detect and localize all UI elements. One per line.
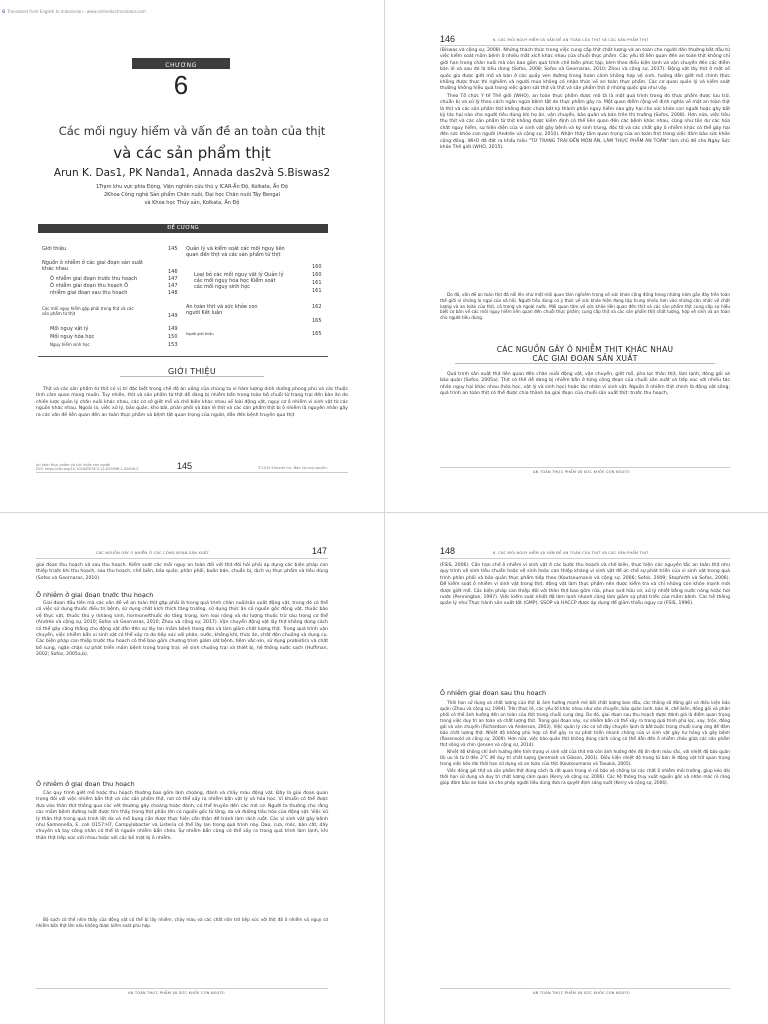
chapter-title-line2: và các sản phẩm thịt bbox=[113, 144, 271, 162]
subheading-pre-harvest: Ô nhiễm ở giai đoạn trước thu hoạch bbox=[36, 591, 154, 599]
toc-item[interactable] bbox=[50, 290, 178, 296]
chapter-title-line1: Các mối nguy hiểm và vấn đề an toàn của thịt bbox=[58, 124, 326, 138]
paragraph: Quá trình sản xuất thịt liên quan đến chăn nuôi động vật, vận chuyển, giết mổ, pha lọc thân thịt, làm lạnh, đóng gói và bảo quản (Sofos, 2005a). Thịt có thể dễ dàng bị nhiễm bẩn ở từng công đoạn của chuỗi sản xuất và tiếp xúc với nhiều tác nhân nguy hại khác nhau (hóa học, vật lý và sinh học) hoặc tác nhân vi sinh vật. Nguồn ô nhiễm thịt chính là động vật sống; quá trình an toàn thịt có thể được chia thành ba giai đoạn của chuỗi sản xuất thịt: trước thu hoạch, bbox=[440, 372, 730, 397]
toc-page: 145 bbox=[168, 246, 178, 252]
toc-item[interactable] bbox=[186, 304, 322, 316]
intro-heading: GIỚI THIỆU bbox=[120, 367, 264, 377]
toc-label: Các mối nguy hiểm gặp phải trong thịt và các sản phẩm từ thịt bbox=[42, 306, 134, 316]
translation-banner[interactable] bbox=[2, 9, 146, 14]
paragraph: Giai đoạn đầu tiên mà các vấn đề về an toàn thịt gặp phải là trong quá trình chăn nuôi/sản xuất động vật, trong đó có thể có việc sử dụng thuốc điều trị bệnh, sử dụng chất kích thích tăng trưởng, sử dụng thức ăn có nguồn gốc động vật, thuốc bảo vệ thực vật, thuốc thú y (kháng sinh, hormone/thuốc do tăng trọng, kim loại nặng và dư lượng thuốc trừ sâu trong cơ thể (Andrée và cộng sự, 2010; Sofos và Geornaras, 2010; Zhou và cộng sự, 2017). Vận chuyển động vật lấy thịt không đúng cách có thể gây căng thẳng cho động vật dẫn đến sự lây lan mầm bệnh trong đàn và làm giảm chất lượng thịt. Trong quá trình vận chuyển, việc nhiễm bẩn vi sinh vật có thể xảy ra do tiếp xúc với phân, nước, không khí, thức ăn, chất độn chuồng và dụng cụ. Các biện pháp can thiệp trước thu hoạch có thể bao gồm chương trình giám sát bệnh, tiêm vắc-xin, sử dụng probiotics và chất bổ sung, ngăn chặn sự phát triển mầm bệnh trong trang trại; vệ sinh chuồng trại và thiết bị, hệ thống nước sạch (Huffman, 2002; Sofos, 2005a,b). bbox=[36, 601, 328, 658]
paragraph: Theo Tổ chức Y tế Thế giới (WHO), an toàn thực phẩm được mô tả là một quá trình trong đó thực phẩm được lưu trữ, chuẩn bị và xử lý theo cách ngăn ngừa bệnh tật do thực phẩm gây ra. Một quan điểm rộng về định nghĩa về mặt an toàn thịt là thịt và các sản phẩm thịt không được chứa bất kỳ thành phần nguy hiểm nào gây hại cho sức khỏe con người hoặc gây bất kỳ tác hại nào cho người tiêu dùng khi họ ăn, vận chuyển, bảo quản và bán trên thị trường (Sofos, 2008). Hơn nữa, việc tiêu thụ thịt và các sản phẩm từ thịt không được kiểm định có thể liên quan đến các bệnh khác nhau, cũng như tồn dư các hóa chất nguy hiểm, sự hiện diện của vi sinh vật gây bệnh và ký sinh trùng, độc tố và các chất gây ô nhiễm khác có thể gây hại đến sức khỏe con người (Andrée và cộng sự, 2010). Nhận thấy tầm quan trọng của an toàn thịt trong việc đảm bảo sức khỏe cộng đồng, WHO đã đặt ra khẩu hiệu "TỪ TRANG TRẠI ĐẾN MÓN ĂN, LÀM THỰC PHẨM AN TOÀN" làm chủ đề cho Ngày Sức khỏe Thế giới (WHO, 2015). bbox=[440, 93, 730, 151]
header-rule bbox=[440, 558, 730, 559]
toc-label: Ô nhiễm giai đoạn trước thu hoạch bbox=[50, 276, 138, 282]
affiliation-3: và Khoa học Thủy sản, Kolkata, Ấn Độ bbox=[144, 200, 240, 206]
intro-paragraph: Thịt và các sản phẩm từ thịt có vị trí đặc biệt trong chế độ ăn uống của chúng ta vì hàm lượng dinh dưỡng phong phú và các thuộc tính cảm quan mong muốn. Tuy nhiên, thịt và sản phẩm từ thịt dễ dàng bị nhiễm bẩn trong toàn bộ chuỗi từ trang trại đến bàn ăn do chiến lược quản lý chăn nuôi khác nhau, các cơ sở giết mổ và chế biến khác nhau về loài động vật, nguy cơ ô nhiễm vi sinh vật từ các nguồn khác nhau. Ngoài ra, việc xử lý, bảo quản, kho bãi, phân phối và bán lẻ thịt và các sản phẩm thịt bị ô nhiễm là nguyên nhân gây ra các vấn đề liên quan đến an toàn thực phẩm và bệnh tật quan trọng của người, dẫn đến bệnh truyền qua thịt bbox=[36, 387, 348, 418]
translation-banner-text: Translated from English to Indonesian - www.onlinedoctranslator.com bbox=[7, 9, 146, 14]
footer-rule bbox=[440, 988, 730, 989]
page-number: 145 bbox=[177, 461, 193, 471]
book-footer: AN TOÀN THỰC PHẨM VÀ SỨC KHỎE CON NGƯỜI bbox=[533, 991, 630, 995]
toc-label: Mối nguy vật lý bbox=[50, 326, 89, 332]
toc-item[interactable] bbox=[42, 246, 182, 252]
toc-label: An toàn thịt và sức khỏe con người Kết luận bbox=[186, 304, 258, 316]
paragraph: giai đoạn thu hoạch và sau thu hoạch. Kiểm soát các mối nguy an toàn đối với thịt đòi hỏi phải áp dụng các biện pháp can thiệp trước khi thu hoạch, sau thu hoạch, chế biến, bảo quản, phân phối, buôn bán, chuẩn bị, dịch vụ thực phẩm và tiêu dùng (Sofos và Geornaras, 2010). bbox=[36, 563, 328, 581]
page4-body-1 bbox=[440, 563, 730, 609]
page-148 bbox=[385, 513, 768, 1024]
chapter-label: CHƯƠNG bbox=[165, 62, 197, 69]
toc-item[interactable] bbox=[42, 260, 178, 275]
translate-logo-icon: G bbox=[2, 9, 6, 14]
paragraph: Việc đóng gói thịt và sản phẩm thịt đúng cách là rất quan trọng vì nó bảo vệ chống lại các chất ô nhiễm môi trường, giúp kéo dài thời hạn sử dụng và duy trì chất lượng cảm quan (Kerry và cộng sự, 2006). Các hệ thống truy xuất nguồn gốc và nhãn mác rõ ràng giúp đảm bảo an toàn và cho phép người tiêu dùng đưa ra quyết định sáng suốt (Kerry và cộng sự, 2006). bbox=[440, 769, 730, 786]
footer-rule bbox=[36, 472, 348, 473]
toc-page: 148 bbox=[168, 290, 178, 296]
page2-body-2 bbox=[440, 372, 730, 399]
toc-item[interactable] bbox=[50, 283, 178, 289]
toc-label: Quản lý và kiểm soát các mối nguy liên quan đến thịt và các sản phẩm từ thịt bbox=[186, 246, 285, 258]
affiliation-2: 2Khoa Công nghệ Sản phẩm Chăn nuôi, Đại học Chăn nuôi Tây Bengal bbox=[103, 192, 281, 198]
toc-page: 153 bbox=[168, 342, 178, 348]
paragraph: Thời hạn sử dụng và chất lượng của thịt bị ảnh hưởng mạnh mẽ bởi chất lượng ban đầu, các thông số đóng gói và điều kiện bảo quản (Zhou và cộng sự, 1994). Trên thực tế, các yếu tố khác nhau như vận chuyển, bảo quản lạnh, bán lẻ, chế biến, đóng gói và phân phối có thể ảnh hưởng đến an toàn của thịt trong chuỗi cung ứng. Do đó, giai đoạn sau thu hoạch được đánh giá là điểm quan trọng trong việc duy trì an toàn và chất lượng thịt. Trong giai đoạn này, sự nhiễm bẩn có thể xảy ra trong quá trình pha lọc, xay, trộn, đóng gói và vận chuyển (Richardson và Anderson, 2003). Việc quản lý các cơ sở dây chuyền lạnh là bắt buộc trong chuỗi cung ứng để đảm bảo chất lượng thịt. Nhiệt độ không phù hợp có thể gây ra sự phát triển nhanh chóng của vi sinh vật gây hư hỏng và gây bệnh (Rosenvold và cộng sự, 2009). Hơn nữa, việc bảo quản thịt không đúng cách cũng có thể dẫn đến ô nhiễm chéo giữa các sản phẩm thịt sống và chín (Jensen và cộng sự, 2014). bbox=[440, 701, 730, 748]
toc-page: 161 bbox=[312, 288, 322, 294]
toc-item[interactable] bbox=[42, 306, 178, 319]
paragraph: Nhiệt độ không chỉ ảnh hưởng đến tính trạng vi sinh vật của thịt mà còn ảnh hưởng đến độ ổn định màu sắc, với nhiệt độ bảo quản tối ưu là từ 0 đến 2°C để duy trì chất lượng (Jeremiah và Gibson, 2001). Điều kiện nhiệt độ trong tủ bán lẻ động vật trở quan trọng trong việc kéo dài thời hạn sử dụng và an toàn của thịt (Koutsoumanis và Taoukis, 2005). bbox=[440, 750, 730, 767]
running-head: CÁC NGUỒN GÂY Ô NHIỄM Ở CÁC CÔNG ĐOẠN SẢN XUẤT bbox=[96, 551, 209, 555]
toc-item[interactable] bbox=[186, 331, 322, 337]
subheading-harvest: Ô nhiễm ở giai đoạn thu hoạch bbox=[36, 780, 135, 788]
toc-label: Giới thiệu bbox=[42, 246, 67, 252]
toc-item[interactable] bbox=[186, 246, 322, 270]
paragraph: Bộ sạch có thể nhìn thấy của động vật có thể bị lây nhiễm, chảy máu và các chất nôn trớ tiếp xúc với thịt đã ô nhiễm và nguy cơ nhiễm bẩn thịt lớn nếu không được kiểm soát phù hợp. bbox=[36, 917, 328, 928]
toc-label: Nguy hiểm sinh học bbox=[50, 342, 90, 347]
toc-page: 147 bbox=[168, 276, 178, 282]
page-145 bbox=[0, 0, 384, 512]
toc-label: Ô nhiễm giai đoạn thu hoạch Ô bbox=[50, 283, 129, 289]
chapter-number: 6 bbox=[173, 70, 189, 100]
toc-page: 165 bbox=[312, 331, 322, 337]
toc-page: 149 bbox=[168, 313, 178, 319]
toc-item[interactable] bbox=[50, 334, 178, 340]
affiliation-1: 1Trạm khu vực phía Đông, Viện nghiên cứu thú y ICAR-Ấn Độ, Kolkata, Ấn Độ bbox=[95, 184, 288, 190]
page-number: 148 bbox=[440, 546, 456, 556]
toc-item[interactable] bbox=[50, 342, 178, 348]
doi-footer[interactable] bbox=[36, 463, 186, 471]
page3-body-2 bbox=[36, 601, 328, 660]
doi-link[interactable]: DOI: https://doi.org/10.1016/B978-0-12-819096-1.00006-5 bbox=[36, 467, 139, 471]
authors: Arun K. Das1, PK Nanda1, Annada das2và S.Biswas2 bbox=[53, 167, 331, 179]
page-number: 147 bbox=[312, 546, 328, 556]
header-rule bbox=[440, 45, 730, 46]
toc-page: 160 bbox=[312, 264, 322, 270]
toc-label: Loại bỏ các mối nguy vật lý Quản lý các mối nguy hóa học Kiểm soát các mối nguy sinh học bbox=[194, 272, 284, 290]
page3-body-3 bbox=[36, 791, 328, 843]
footer-rule bbox=[440, 467, 730, 468]
toc-divider bbox=[38, 356, 328, 357]
copyright-footer: ©2019 Elsevier Inc. Bảo lưu mọi quyền. bbox=[258, 466, 328, 470]
toc-label: nhiễm giai đoạn sau thu hoạch bbox=[50, 290, 128, 296]
toc-page: 150 bbox=[168, 334, 178, 340]
subheading-post-harvest: Ô nhiễm giai đoạn sau thu hoạch bbox=[440, 689, 547, 697]
toc-page: 165 bbox=[312, 318, 322, 324]
page3-body-1 bbox=[36, 563, 328, 583]
toc-label: Người giới thiệu bbox=[186, 332, 214, 336]
paragraph: Do đó, vấn đề an toàn thịt đã nổi lên như một mối quan tâm nghiêm trọng về sức khỏe cộng đồng trong những năm gần đây trên toàn thế giới vì những lo ngại của xã hội. Người tiêu dùng có ý thức về sức khỏe hiện đang tập trung nhiều hơn vào những cân nhắc về chất lượng và an toàn của thịt, cả trong và ngoài nước. Mối quan tâm về sức khỏe liên quan đến thịt và các sản phẩm thịt cung cấp sự hiểu biết cơ bản về các mối nguy hiểm liên quan đến chuỗi thực phẩm; cung cấp thịt và các sản phẩm thịt chất lượng, hợp vệ sinh và an toàn cho người tiêu dùng. bbox=[440, 292, 730, 321]
toc-page: 160 bbox=[312, 272, 322, 278]
running-head: 6. CÁC MỐI NGUY HIỂM VÀ VẤN ĐỀ AN TOÀN CỦA THỊT VÀ CÁC SẢN PHẨM THỊT bbox=[493, 551, 649, 555]
toc-page: 149 bbox=[168, 326, 178, 332]
intro-body bbox=[36, 387, 348, 420]
page2-body-small bbox=[440, 292, 730, 322]
toc-label: Nguồn ô nhiễm ở các giai đoạn sản xuất khác nhau bbox=[42, 260, 143, 272]
toc-page: 162 bbox=[312, 304, 322, 310]
toc-page: 161 bbox=[312, 280, 322, 286]
paragraph: (FSIS, 2006). Cần hạn chế ô nhiễm vi sinh vật ở các bước thu hoạch và chế biến, thực hiện các nguyên tắc an toàn thịt như quy trình vệ sinh tiêu chuẩn hoặc vệ sinh hoặc can thiệp kháng vi sinh vật để ức chế sự phát triển của vi sinh vật trong quá trình phân phối và bảo quản thực phẩm tiếp theo (Koutsoumanis và cộng sự, 2006; Sofos, 2009; Stopforth và Sofos, 2006). Để kiểm soát ô nhiễm vi sinh vật trong thịt, động vật làm thực phẩm nên được kiểm tra và chỉ những con khỏe mạnh mới được giết mổ. Các biện pháp can thiệp đối với thân thịt bao gồm rửa, phun axit hữu cơ, xử lý nhiệt bằng nước nóng hoặc hơi nước (Pennington, 1997). Việc kiểm soát nhiệt độ làm lạnh nhanh cũng làm giảm sự phát triển của mầm bệnh. Các hệ thống quản lý như Thực hành sản xuất tốt (GMP), SSOP và HACCP được áp dụng để giảm thiểu nguy cơ (FSIS, 1996). bbox=[440, 563, 730, 607]
page-147 bbox=[0, 513, 384, 1024]
outline-header: ĐỀ CƯƠNG bbox=[38, 224, 328, 233]
toc-item[interactable] bbox=[50, 326, 178, 332]
book-footer: AN TOÀN THỰC PHẨM VÀ SỨC KHỎE CON NGƯỜI bbox=[128, 991, 225, 995]
toc-label: Mối nguy hóa học bbox=[50, 334, 95, 340]
toc-page: 147 bbox=[168, 283, 178, 289]
page3-body-4 bbox=[36, 917, 328, 930]
paragraph: (Biswas và cộng sự, 2008). Những thách thức trong việc cung cấp thịt chất lượng và an toàn cho người dân thường bắt đầu từ việc kiểm soát mầm bệnh ở nhiều mắt xích khác nhau của chuỗi thực phẩm. Các yếu tố liên quan đến an toàn thịt không chỉ giới hạn trong chăn nuôi mà còn bao gồm quá trình chế biến phức tạp, kèm theo điều kiện lạnh và vận chuyển đến các điểm bán lẻ và sau đó là tiêu dùng (Sofos, 2008; Sofos và Geornaras, 2010; Zhou và cộng sự, 2017). Động vật lấy thịt ở một số quốc gia được giết mổ và bán ở các quầy ven đường trong hoàn cảnh không hợp vệ sinh, hướng dẫn giết mổ chính thức không được thực thi nghiêm và người mua không có nhận thức về an toàn thực phẩm. Các cơ quan quản lý và kiểm soát thường không hiệu quả trong việc giám sát thịt và thịt và sản phẩm thịt ở những quốc gia như vậy. bbox=[440, 48, 730, 92]
section-heading-line1: CÁC NGUỒN GÂY Ô NHIỄM THỊT KHÁC NHAU bbox=[496, 345, 674, 354]
page4-body-2 bbox=[440, 701, 730, 788]
toc-page: 146 bbox=[168, 269, 178, 275]
page-146 bbox=[385, 0, 768, 512]
running-head: 6. CÁC MỐI NGUY HIỂM VÀ VẤN ĐỀ AN TOÀN CỦA THỊT VÀ CÁC SẢN PHẨM THỊT bbox=[493, 38, 649, 42]
page2-body bbox=[440, 48, 730, 153]
table-of-contents bbox=[38, 238, 328, 354]
footer-rule bbox=[36, 988, 328, 989]
section-heading-line2: CÁC GIAI ĐOẠN SẢN XUẤT bbox=[455, 354, 715, 364]
book-footer: AN TOÀN THỰC PHẨM VÀ SỨC KHỎE CON NGƯỜI bbox=[533, 470, 630, 474]
paragraph: Các quy trình giết mổ hoặc thu hoạch thường bao gồm làm choáng, đánh và chảy máu động vật. Đây là giai đoạn quan trọng đối với việc nhiễm bẩn thịt và các sản phẩm thịt, nơi có thể xảy ra nhiễm bẩn vật lý và hóa học. Vi khuẩn có thể được đưa vào thân thịt thông qua các vết thương gây choáng hoặc đánh, có thể truyền đến các mô cơ. Người ta thường cho rằng các mầm bệnh đường ruột được tìm thấy trong thịt phần lớn có nguồn gốc từ lông, da và đường tiêu hóa của động vật. Việc xử lý thân thịt trong quá trình lột da và mổ bụng cần được thực hiện cẩn thận để tránh làm rách ruột. Các vi sinh vật gây bệnh như Salmonella, E. coli O157:H7, Campylobacter và Listeria có thể lây lan trong quá trình này. Dao, cưa, móc, bàn cắt, dây chuyền và tay công nhân có thể là nguồn nhiễm bẩn chéo. Sự nhiễm bẩn cũng có thể xảy ra trong quá trình làm lạnh, khi thân thịt tiếp xúc với nhau hoặc với các bề mặt bị ô nhiễm. bbox=[36, 791, 328, 841]
book-title-footer: An toàn thực phẩm và sức khỏe con người bbox=[36, 463, 110, 467]
header-rule bbox=[36, 558, 328, 559]
page-number: 146 bbox=[440, 34, 456, 44]
toc-item[interactable] bbox=[50, 276, 178, 282]
